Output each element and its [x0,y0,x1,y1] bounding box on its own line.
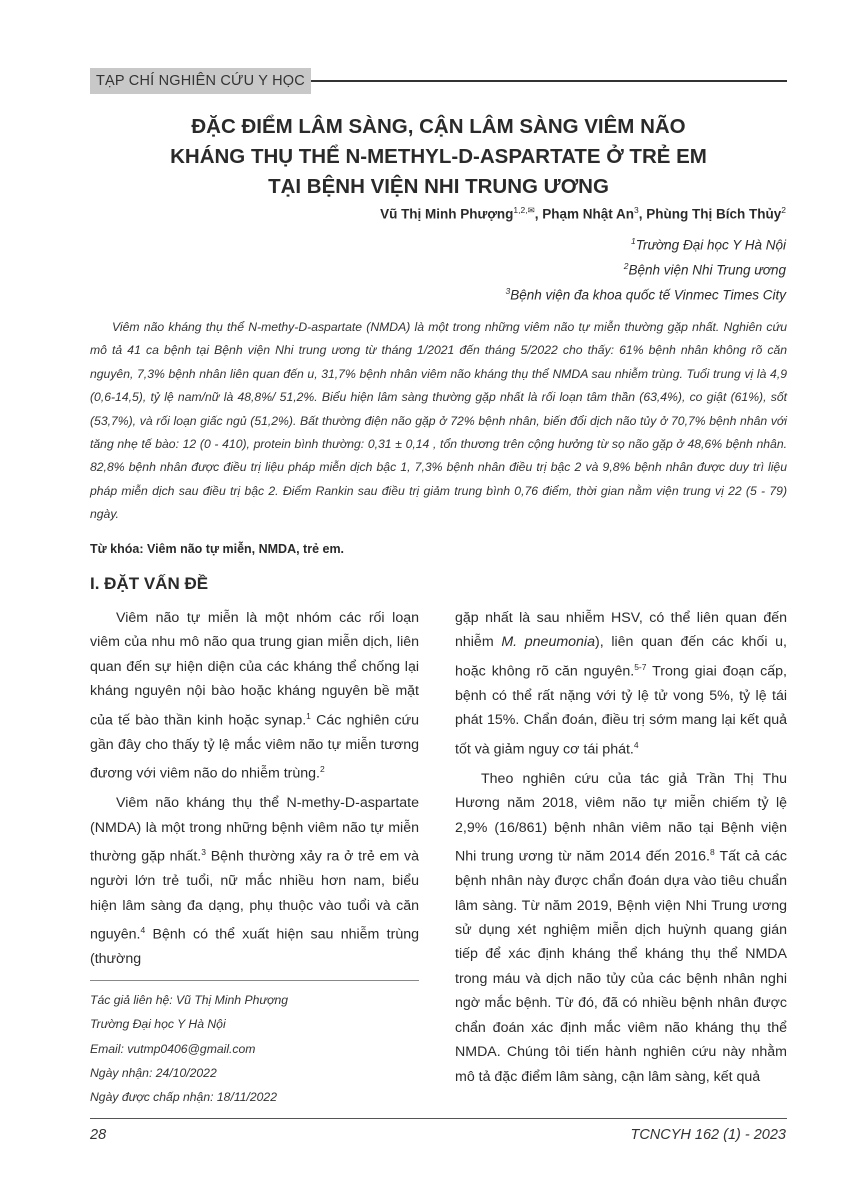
footnote-accepted-date: Ngày được chấp nhận: 18/11/2022 [90,1090,277,1105]
text-run: ), liên quan đến các khối u, hoặc không rõ căn nguyên. [455,634,787,680]
citation: 4 [633,739,639,750]
text-run: Bệnh có thể xuất hiện sau nhiễm trùng (thường [90,926,419,968]
footnote-divider [90,980,419,981]
author-list: Vũ Thị Minh Phượng$^{1,2,✉}$, Phạm Nhật An$^3$, Phùng Thị Bích Thủy$^2$ [380,205,786,222]
author-affiliation-mark: 1,2,✉ [513,205,535,215]
affiliation-text: Bệnh viện đa khoa quốc tế Vinmec Times City [510,287,786,303]
text-run: Viêm não tự miễn là một nhóm các rối loạn viêm của nhu mô não qua trung gian miễn dịch, liên quan đến sự hiện diện của các kháng thể chống lại kháng nguyên nội bào hoặc kháng nguyên bề mặt của tế bào thần kinh hoặc synap. [90,610,419,729]
affiliation [631,236,786,253]
citation: 2 [320,764,325,775]
footnote-contact: Tác giả liên hệ: Vũ Thị Minh Phượng [90,993,289,1007]
citation: 3 [201,847,206,858]
body-column-left [90,606,419,972]
text-run: Theo nghiên cứu của tác giả Trần Thị Thu Hương năm 2018, viêm não tự miễn chiếm tỷ lệ 2,9% (16/861) bệnh nhân viêm não tại Bệnh viện Nhi trung ương từ năm 2014 đến 2016. [455,770,787,865]
title-line: KHÁNG THỤ THỂ N-METHYL-D-ASPARTATE Ở TRẺ EM [170,145,707,168]
affiliation-text: Bệnh viện Nhi Trung ương [628,262,786,278]
article-title [90,112,787,202]
title-line: ĐẶC ĐIỂM LÂM SÀNG, CẬN LÂM SÀNG VIÊM NÃO [191,115,686,138]
footnote-email: Email: vutmp0406@gmail.com [90,1041,256,1056]
text-run: Các nghiên cứu gần đây cho thấy tỷ lệ mắc viêm não tự miễn tương đương với viêm não do nhiễm trùng. [90,712,419,782]
affiliation [505,286,786,303]
author-name: Phạm Nhật An [542,206,635,222]
author-name: Vũ Thị Minh Phượng [380,206,514,222]
species-name: M. pneumonia [501,634,595,651]
citation: 4 [140,925,146,936]
affiliation-text: Trường Đại học Y Hà Nội [635,237,786,253]
author-affiliation-mark: 2 [781,205,786,215]
text-run: gặp nhất là sau nhiễm HSV, có thể liên quan đến nhiễm [455,610,787,651]
correspondence-footnote [90,988,419,1109]
footer-rule [90,1118,787,1119]
body-paragraph [90,606,419,786]
footnote-received-date: Ngày nhận: 24/10/2022 [90,1065,217,1080]
author-affiliation-mark: 3 [634,205,639,215]
citation: 5-7 [634,661,647,672]
abstract: Viêm não kháng thụ thể N-methy-D-aspartate (NMDA) là một trong những viêm não tự miễn thường gặp nhất. Nghiên cứu mô tả 41 ca bệnh tại Bệnh viện Nhi trung ương từ tháng 1/2021 đến tháng 5/2022 cho thấy: 61% bệnh nhân không rõ căn nguyên, 7,3% bệnh nhân liên quan đến u, 31,7% bệnh nhân viêm não kháng thụ thể NMDA sau nhiễm trùng. Tuổi trung vị là 4,9 (0,6-14,5), tỷ lệ nam/nữ là 48,8%/ 51,2%. Biểu hiện lâm sàng thường gặp nhất là rối loạn tâm thần (63,4%), co giật (61%), sốt (53,7%), và rối loạn giấc ngủ (51,2%). Bất thường điện não gặp ở 72% bệnh nhân, biến đổi dịch não tủy ở 70,7% bệnh nhân với tăng nhẹ tế bào: 12 (0 - 410), protein bình thường: 0,31 ± 0,14 , tổn thương trên cộng hưởng từ sọ não gặp ở 48,6% bệnh nhân. 82,8% bệnh nhân được điều trị liệu pháp miễn dịch bậc 1, 7,3% bệnh nhân điều trị bậc 2 và 9,8% bệnh nhân được duy trì liệu pháp miễn dịch sau điều trị bậc 2. Điểm Rankin sau điều trị giảm trung bình 0,76 điểm, thời gian nằm viện trung vị 22 (5 - 79) ngày. [90,320,787,522]
affiliation-mark: 3 [505,286,511,296]
text-run: Trong giai đoạn cấp, bệnh có thể rất nặng với tỷ lệ tử vong 5%, tỷ lệ tái phát 15%. Chẩn đoán, điều trị sớm mang lại kết quả tốt và giảm nguy cơ tái phát. [455,663,788,758]
body-paragraph [90,791,419,971]
affiliation-mark: 1 [630,236,636,246]
body-paragraph [455,606,787,762]
citation: 8 [709,847,715,858]
keywords: Từ khóa: Viêm não tự miễn, NMDA, trẻ em. [90,542,345,556]
body-column-right [455,606,787,1089]
affiliation-mark: 2 [623,261,629,271]
affiliation [624,261,786,278]
section-heading: I. ĐẶT VẤN ĐỀ [90,574,209,593]
body-paragraph [455,767,787,1089]
journal-reference: TCNCYH 162 (1) - 2023 [630,1127,786,1143]
citation: 1 [306,710,311,721]
text-run: Bệnh thường xảy ra ở trẻ em và người lớn trẻ tuổi, nữ mắc nhiều hơn nam, biểu hiện lâm sàng đa dạng, phụ thuộc vào tuổi và căn nguyên. [90,848,419,943]
text-run: Tất cả các bệnh nhân này được chẩn đoán dựa vào tiêu chuẩn lâm sàng. Từ năm 2019, Bệnh viện Nhi Trung ương sử dụng xét nghiệm miễn dịch huỳnh quang gián tiếp để xác định kháng thể kháng thụ thể NMDA trong máu và dịch não tủy của các bệnh nhân nghi ngờ mắc bệnh. Từ đó, đã có nhiều bệnh nhân được chẩn đoán xác định mắc viêm não kháng thụ thể NMDA. Chúng tôi tiến hành nghiên cứu này nhằm mô tả đặc điểm lâm sàng, cận lâm sàng, kết quả [455,848,787,1085]
author-name: Phùng Thị Bích Thủy [646,206,782,222]
journal-header-tag: TẠP CHÍ NGHIÊN CỨU Y HỌC [90,68,311,94]
text-run: Viêm não kháng thụ thể N-methy-D-aspartate (NMDA) là một trong những bệnh viêm não tự miễn thường gặp nhất. [90,795,419,865]
title-line: TẠI BỆNH VIỆN NHI TRUNG ƯƠNG [268,175,609,198]
footnote-institution: Trường Đại học Y Hà Nội [90,1017,226,1032]
page-number: 28 [90,1127,107,1143]
